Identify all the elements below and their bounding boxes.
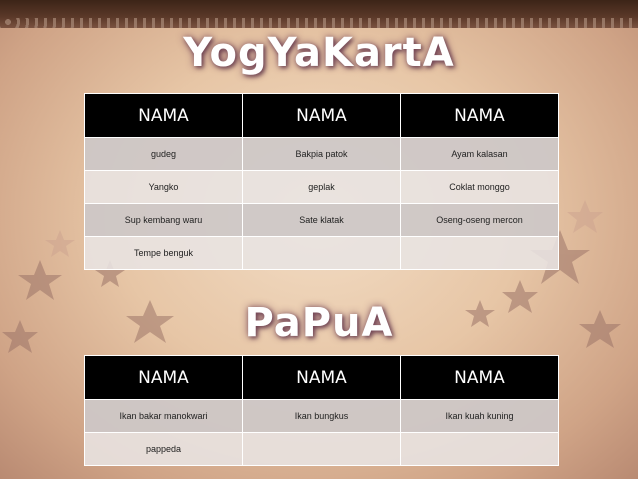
section-title-papua: PaPuA	[244, 300, 394, 346]
table-cell: Ikan bakar manokwari	[85, 400, 243, 433]
column-header: NAMA	[85, 94, 243, 138]
table-cell	[401, 237, 559, 270]
column-header: NAMA	[401, 94, 559, 138]
column-header: NAMA	[243, 94, 401, 138]
star-shape	[567, 200, 603, 233]
table-cell: Yangko	[85, 171, 243, 204]
table-cell	[243, 237, 401, 270]
table-cell: gudeg	[85, 138, 243, 171]
table-cell: geplak	[243, 171, 401, 204]
table-cell	[243, 433, 401, 466]
table-row	[85, 433, 559, 466]
column-header: NAMA	[243, 356, 401, 400]
table-cell: Oseng-oseng mercon	[401, 204, 559, 237]
star-shape	[18, 260, 62, 300]
table-cell: pappeda	[85, 433, 243, 466]
table-header-row	[85, 356, 559, 400]
table-row	[85, 138, 559, 171]
table-row	[85, 171, 559, 204]
column-header: NAMA	[401, 356, 559, 400]
table-cell: Bakpia patok	[243, 138, 401, 171]
table-cell: Ayam kalasan	[401, 138, 559, 171]
papua-table	[84, 355, 559, 466]
table-cell	[401, 433, 559, 466]
table-cell: Ikan bungkus	[243, 400, 401, 433]
star-shape	[45, 230, 75, 257]
table-header-row	[85, 94, 559, 138]
table-cell: Sup kembang waru	[85, 204, 243, 237]
table-cell: Sate klatak	[243, 204, 401, 237]
table-row	[85, 400, 559, 433]
lace-trim	[0, 18, 638, 28]
yogyakarta-table	[84, 93, 559, 270]
table-row	[85, 204, 559, 237]
table-row	[85, 237, 559, 270]
table-cell: Ikan kuah kuning	[401, 400, 559, 433]
column-header: NAMA	[85, 356, 243, 400]
table-cell: Tempe benguk	[85, 237, 243, 270]
table-cell: Coklat monggo	[401, 171, 559, 204]
section-title-yogyakarta: YogYaKartA	[183, 30, 455, 76]
